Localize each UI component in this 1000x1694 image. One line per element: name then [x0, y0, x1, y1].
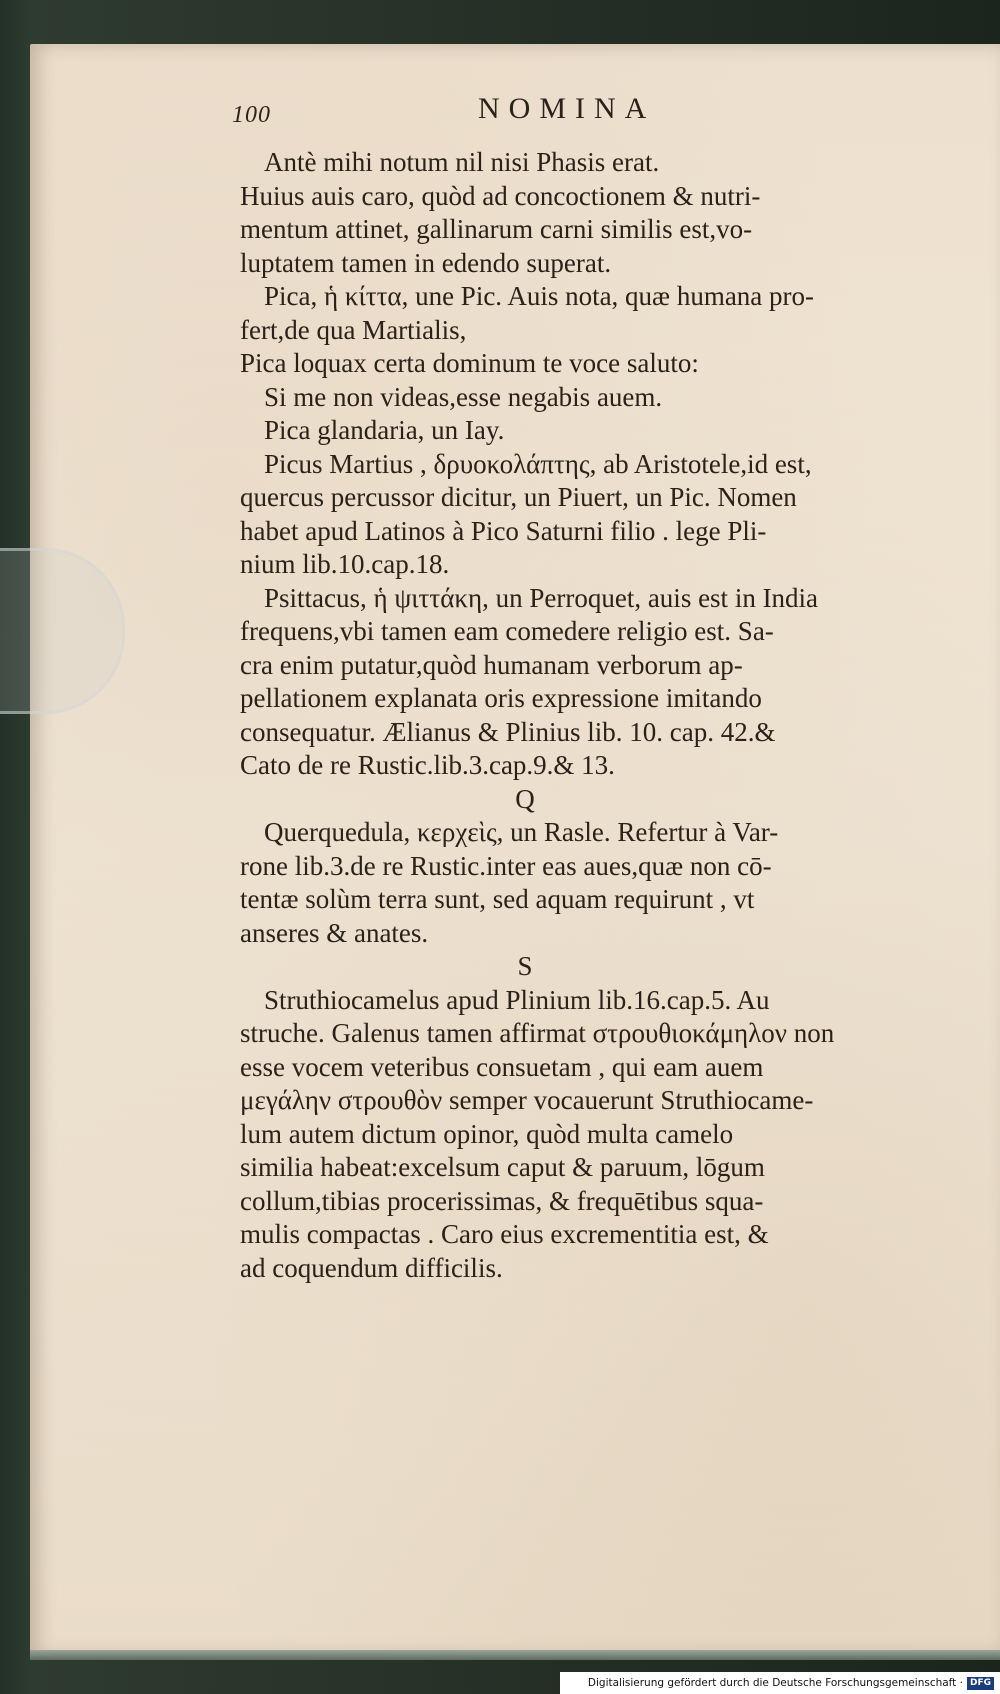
text-line: lum autem dictum opinor, quòd multa camelo [240, 1118, 734, 1149]
text-line: tentæ solùm terra sunt, sed aquam requirunt , vt [240, 884, 755, 914]
credit-text: Digitalisierung gefördert durch die Deutsche Forschungsgemeinschaft · [587, 1677, 963, 1689]
text-line: habet apud Latinos à Pico Saturni filio . lege Pli- [240, 515, 767, 546]
text-line: Pica glandaria, un Iay. [264, 415, 505, 445]
running-head [232, 92, 832, 132]
text-line: ad coquendum difficilis. [240, 1252, 503, 1283]
dfg-logo-icon: DFG [967, 1677, 994, 1690]
text-line: rone lib.3.de re Rustic.inter eas aues,quæ non cō- [240, 850, 772, 881]
text-line: Si me non videas,esse negabis auem. [264, 381, 663, 412]
page-number: 100 [232, 102, 271, 128]
text-line: cra enim putatur,quòd humanam verborum ap- [240, 649, 743, 680]
text-line: Pica, ἡ κίττα, une Pic. Auis nota, quæ humana pro- [264, 281, 815, 311]
text-line: Querquedula, κερχεὶς, un Rasle. Refertur à Var- [264, 817, 779, 847]
text-line: nium lib.10.cap.18. [240, 549, 450, 579]
text-line: quercus percussor dicitur, un Piuert, un Pic. Nomen [240, 482, 797, 512]
page-edge [30, 1650, 1000, 1660]
text-line: Pica loquax certa dominum te voce saluto: [240, 348, 699, 378]
text-line: consequatur. Ælianus & Plinius lib. 10. cap. 42.& [240, 716, 776, 747]
body-text [240, 146, 900, 1285]
text-line: Struthiocamelus apud Plinium lib.16.cap.5. Au [264, 984, 770, 1015]
text-line: struche. Galenus tamen affirmat στρουθιοκάμηλον non [240, 1018, 835, 1048]
text-line: μεγάλην στρουθὸν semper vocauerunt Struthiocame- [240, 1085, 814, 1115]
text-line: mulis compactas . Caro eius excrementitia est, & [240, 1219, 769, 1249]
text-line: esse vocem veteribus consuetam , qui eam auem [240, 1051, 764, 1082]
text-line: collum,tibias procerissimas, & frequētibus squa- [240, 1185, 764, 1216]
text-line: Cato de re Rustic.lib.3.cap.9.& 13. [240, 750, 615, 780]
digitization-credit [560, 1672, 1000, 1694]
text-line: Huius auis caro, quòd ad concoctionem & nutri- [240, 180, 761, 211]
page-title: NOMINA [478, 92, 656, 125]
text-line: pellationem explanata oris expressione imitando [240, 683, 762, 713]
text-line: Picus Martius , δρυοκολάπτης, ab Aristotele,id est, [264, 448, 812, 479]
text-line: Psittacus, ἡ ψιττάκη, un Perroquet, auis est in India [264, 582, 819, 613]
text-line: anseres & anates. [240, 917, 429, 948]
text-line: similia habeat:excelsum caput & paruum, lōgum [240, 1152, 765, 1182]
section-letter: S [517, 951, 533, 981]
text-line: frequens,vbi tamen eam comedere religio est. Sa- [240, 616, 774, 646]
text-line: mentum attinet, gallinarum carni similis est,vo- [240, 214, 753, 244]
text-line: fert,de qua Martialis, [240, 314, 467, 345]
section-letter: Q [515, 783, 535, 814]
text-line: Antè mihi notum nil nisi Phasis erat. [264, 147, 660, 177]
text-line: luptatem tamen in edendo superat. [240, 247, 612, 278]
